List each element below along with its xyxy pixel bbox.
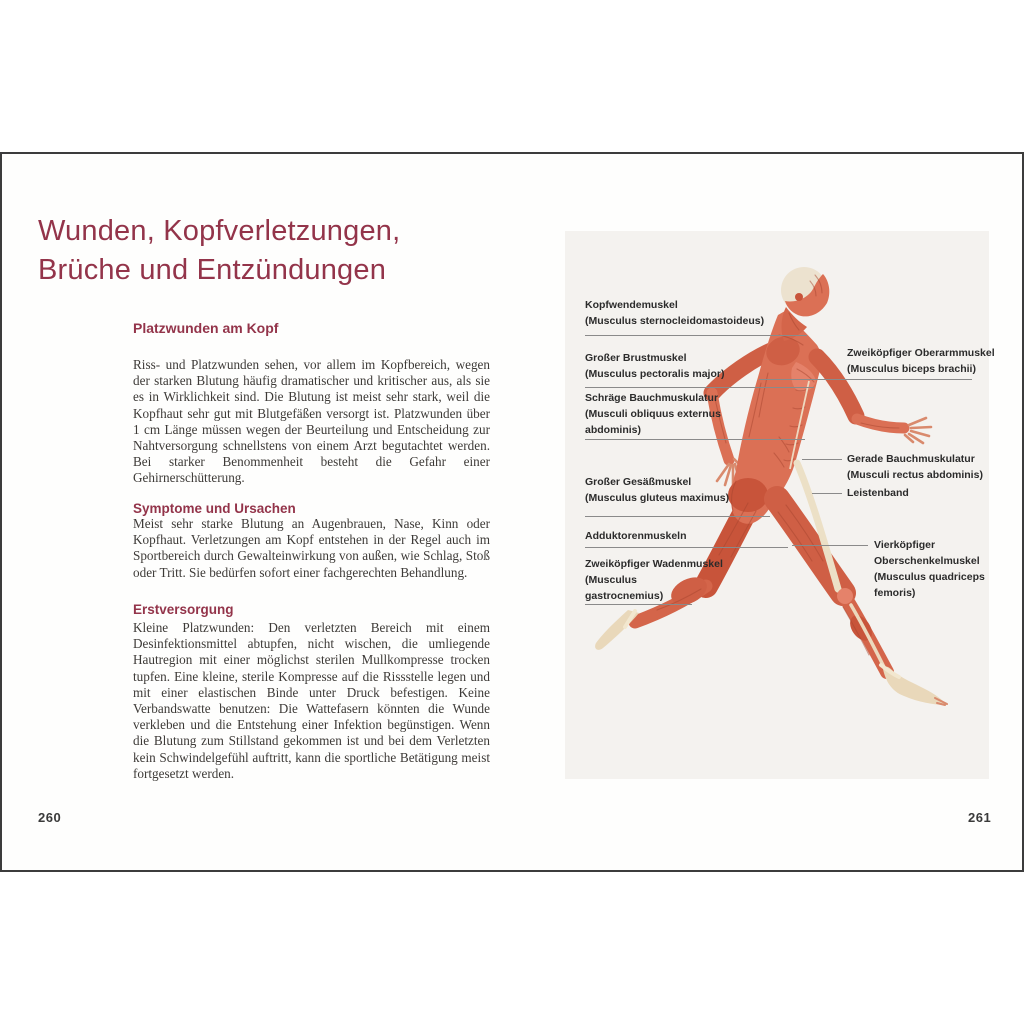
muscle-label-gerade-bauchmuskulatur (847, 451, 983, 483)
label-line: (Musculus (585, 574, 637, 586)
leader-line-brustmuskel (585, 387, 814, 388)
leader-line-kopfwendemuskel (585, 335, 807, 336)
leader-line-gesaessmuskel (585, 516, 770, 517)
label-line: femoris) (874, 587, 916, 599)
section-heading-symptome: Symptome und Ursachen (133, 501, 296, 516)
leader-line-schraege-bauchmuskulatur (585, 439, 805, 440)
muscle-label-gesaessmuskel (585, 474, 729, 506)
muscle-label-oberschenkelmuskel (874, 537, 985, 601)
chapter-title-line2: Brüche und Entzündungen (38, 254, 387, 286)
leader-line-adduktoren (585, 547, 788, 548)
label-line: (Musculi obliquus externus (585, 408, 721, 420)
chapter-title (38, 212, 400, 290)
lead-heading: Platzwunden am Kopf (133, 320, 279, 336)
page-number-left: 260 (38, 810, 62, 825)
anatomy-figure-panel (565, 231, 995, 779)
label-line: Zweiköpfiger Wadenmuskel (585, 558, 723, 570)
book-spread (0, 152, 1024, 872)
muscle-label-brustmuskel (585, 350, 724, 382)
label-line: Vierköpfiger (874, 539, 936, 551)
label-line: Adduktorenmuskeln (585, 530, 687, 542)
label-line: (Musculus pectoralis major) (585, 368, 725, 380)
label-line: Zweiköpfiger Oberarmmuskel (847, 347, 995, 359)
section-heading-erstversorgung: Erstversorgung (133, 602, 234, 617)
label-line: Schräge Bauchmuskulatur (585, 392, 719, 404)
label-line: abdominis) (585, 424, 642, 436)
label-line: Kopfwendemuskel (585, 299, 678, 311)
label-line: Oberschenkelmuskel (874, 555, 980, 567)
label-line: (Musculus gluteus maximus) (585, 492, 730, 504)
leader-line-wadenmuskel (585, 604, 692, 605)
muscle-label-wadenmuskel (585, 556, 723, 604)
leader-line-gerade-bauchmuskulatur (802, 459, 842, 460)
section-paragraph-symptome: Meist sehr starke Blutung an Augenbrauen, Nase, Kinn oder Kopfhaut. Verletzungen am Kopf entstehen in der Regel auch im Sportbereich durch Gewalteinwirkung von außen, wie Schlag, Stoß oder Tritt. Sie bedürfen sofort einer fachgerechten Behandlung. (133, 516, 490, 580)
label-line: Leistenband (847, 487, 909, 499)
label-line: Gerade Bauchmuskulatur (847, 453, 975, 465)
label-line: (Musculus quadriceps (874, 571, 985, 583)
chapter-title-line1: Wunden, Kopfverletzungen, (38, 215, 401, 247)
muscle-label-adduktoren (585, 528, 687, 544)
label-line: gastrocnemius) (585, 590, 664, 602)
page-number-right: 261 (968, 810, 992, 825)
lead-paragraph: Riss- und Platzwunden sehen, vor allem im Kopfbereich, wegen der starken Blutung häufig dramatischer und kritischer aus, als sie es in Wirklichkeit sind. Die Blutung ist meist sehr stark, weil die Kopfhaut sehr gut mit Blutgefäßen versorgt ist. Platzwunden über 1 cm Länge müssen wegen der Beurteilung und Entscheidung zur Nahtversorgung schnellstens von einem Arzt begutachtet werden. Bei starker Benommenheit besteht die Gefahr einer Gehirnerschütterung. (133, 357, 490, 486)
muscle-label-schraege-bauchmuskulatur (585, 390, 721, 438)
leader-line-leistenband (812, 493, 842, 494)
label-line: Großer Gesäßmuskel (585, 476, 692, 488)
leader-line-oberschenkelmuskel (792, 545, 868, 546)
muscle-label-kopfwendemuskel (585, 297, 764, 329)
label-line: (Musculus biceps brachii) (847, 363, 976, 375)
leader-line-oberarmmuskel (759, 379, 972, 380)
muscle-label-oberarmmuskel (847, 345, 995, 377)
section-paragraph-erstversorgung: Kleine Platzwunden: Den verletzten Bereich mit einem Desinfektionsmittel abtupfen, nicht wischen, die umliegende Hautregion mit einer möglichst sterilen Mullkompresse trocken tupfen. Eine kleine, sterile Kompresse auf die Rissstelle legen und mit einer elastischen Binde unter Druck befestigen. Keine Verbandswatte benutzen: Die Wattefasern könnten die Wunde verkleben und die Entstehung einer Infektion begünstigen. Wenn die Blutung zum Stillstand gekommen ist und bei dem Verletzten kein Schwindelgefühl auftritt, kann die sportliche Betätigung meist fortgesetzt werden. (133, 620, 490, 781)
muscle-label-leistenband (847, 485, 909, 501)
label-line: (Musculus sternocleidomastoideus) (585, 315, 765, 327)
label-line: (Musculi rectus abdominis) (847, 469, 983, 481)
label-line: Großer Brustmuskel (585, 352, 687, 364)
